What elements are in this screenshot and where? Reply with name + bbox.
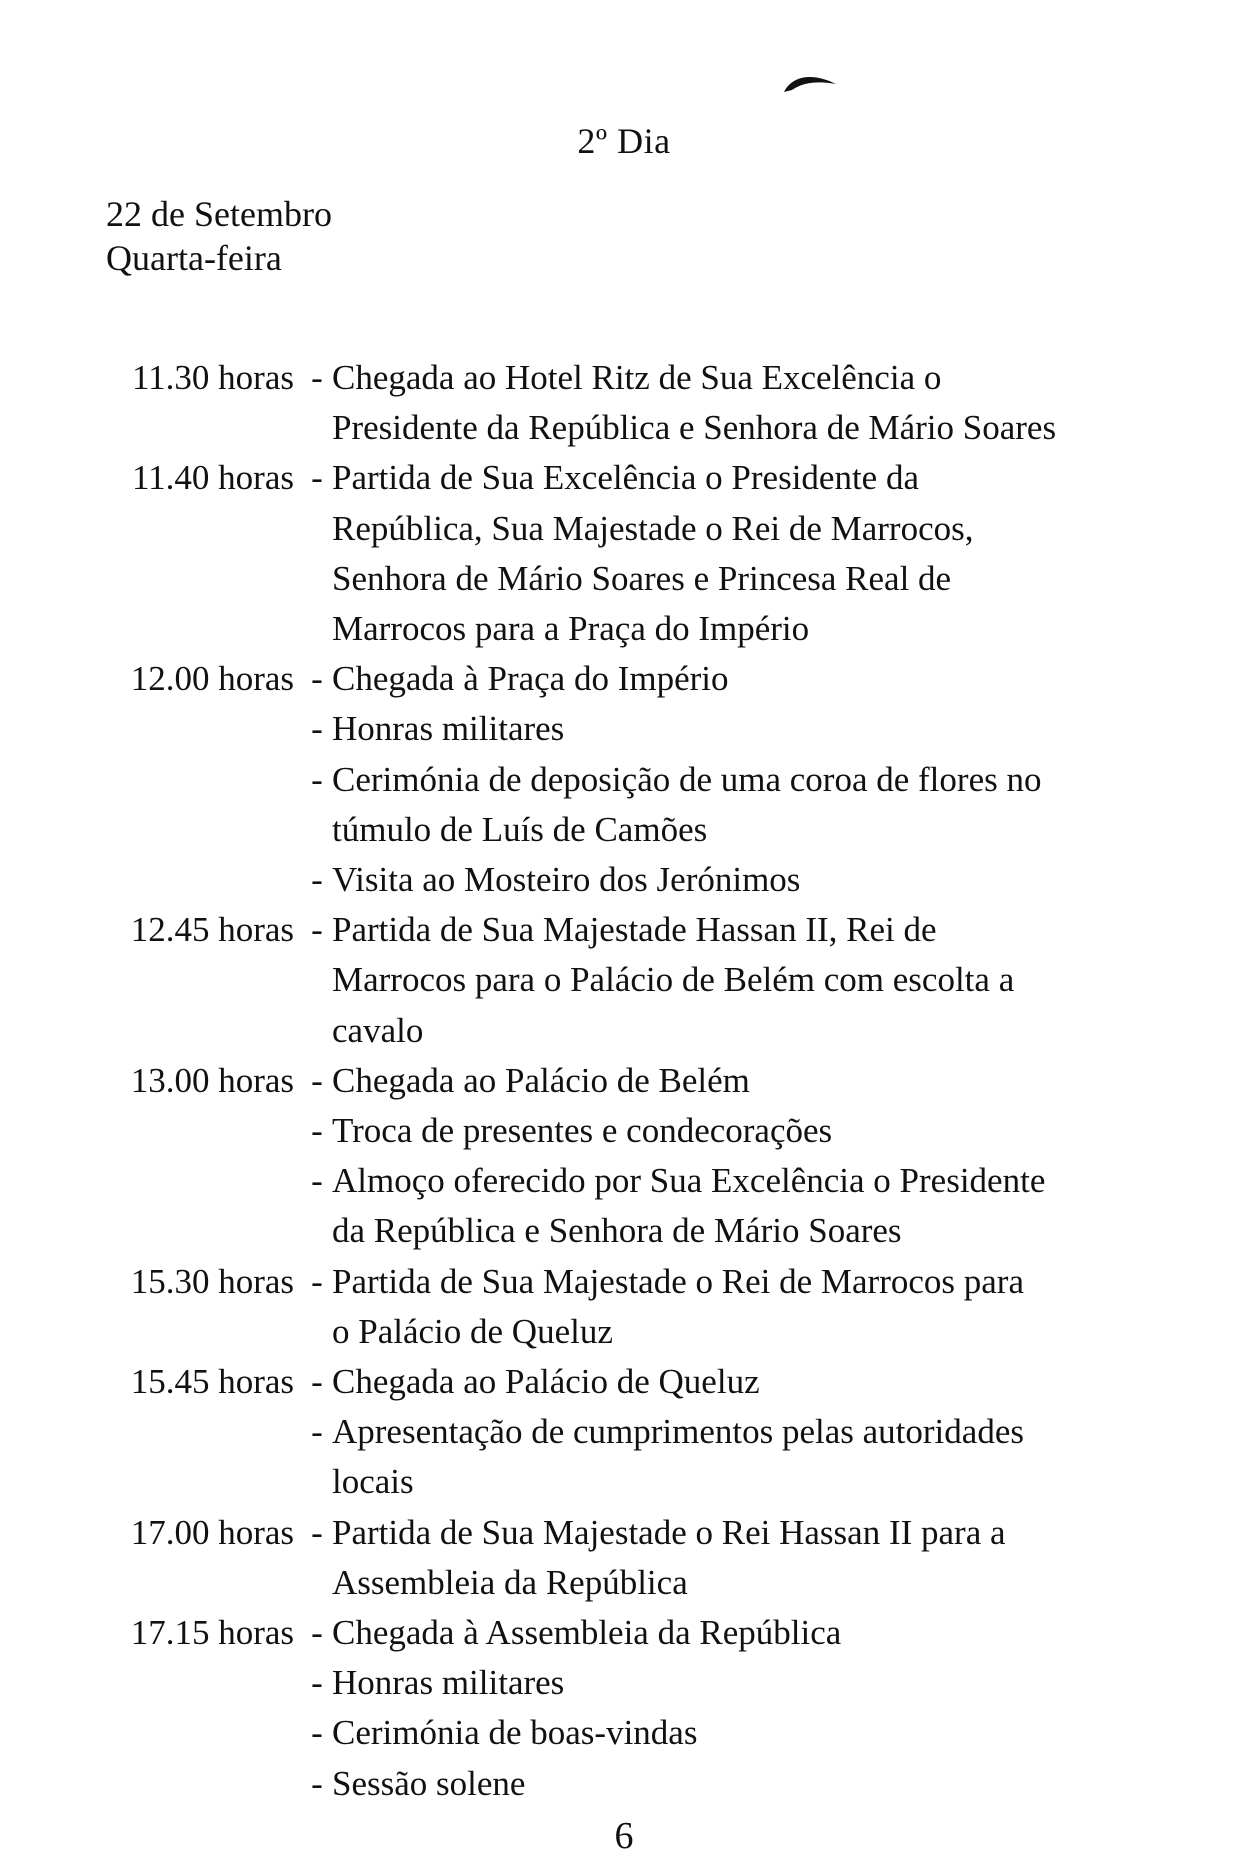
date: 22 de Setembro [106, 194, 332, 234]
schedule-line: Chegada ao Hotel Ritz de Sua Excelência o [332, 358, 942, 397]
schedule-dash: - [311, 1512, 323, 1552]
schedule-row [106, 855, 1206, 905]
schedule-line: Cerimónia de deposição de uma coroa de flores no [332, 759, 1042, 799]
schedule-dash: - [311, 1763, 323, 1803]
schedule-list [106, 353, 1206, 1809]
schedule-dash: - [311, 910, 323, 950]
schedule-line: Sessão solene [332, 1763, 526, 1803]
schedule-text [332, 755, 1248, 855]
schedule-text [332, 1056, 1248, 1106]
schedule-dash: - [311, 1111, 323, 1151]
schedule-text [332, 1156, 1248, 1256]
schedule-time: 15.45 horas [130, 1362, 294, 1402]
schedule-time: 12.00 horas [130, 659, 294, 699]
schedule-text [332, 654, 1248, 704]
schedule-row [106, 1056, 1206, 1106]
schedule-row [106, 453, 1206, 654]
schedule-row [106, 1608, 1206, 1658]
schedule-line: República, Sua Majestade o Rei de Marrocos, [332, 508, 974, 548]
schedule-row [106, 1156, 1206, 1256]
schedule-row [106, 1407, 1206, 1507]
schedule-line: Marrocos para o Palácio de Belém com escolta a [332, 960, 1015, 1000]
schedule-text [332, 1106, 1248, 1156]
schedule-dash: - [311, 1412, 323, 1452]
schedule-dash: - [311, 1663, 323, 1703]
schedule-line: Apresentação de cumprimentos pelas autoridades [332, 1412, 1024, 1452]
schedule-time: 12.45 horas [130, 910, 294, 950]
schedule-dash: - [311, 709, 323, 749]
schedule-line: Honras militares [332, 709, 565, 749]
schedule-row [106, 1508, 1206, 1608]
schedule-text [332, 704, 1248, 754]
schedule-line: Chegada à Praça do Império [332, 659, 729, 699]
schedule-line: túmulo de Luís de Camões [332, 809, 708, 849]
schedule-line: Visita ao Mosteiro dos Jerónimos [332, 860, 801, 900]
schedule-dash: - [311, 1362, 323, 1402]
schedule-line: Partida de Sua Majestade o Rei de Marrocos para [332, 1261, 1024, 1301]
weekday: Quarta-feira [106, 238, 282, 278]
schedule-time: 11.40 horas [131, 458, 294, 498]
schedule-line: Partida de Sua Majestade o Rei Hassan II para a [332, 1512, 1006, 1552]
schedule-line: Almoço oferecido por Sua Excelência o Presidente [332, 1161, 1046, 1201]
schedule-line: da República e Senhora de Mário Soares [332, 1211, 902, 1251]
schedule-line: Senhora de Mário Soares e Princesa Real de [332, 558, 952, 598]
date-block [106, 192, 332, 280]
day-title: 2º Dia [577, 121, 671, 161]
schedule-time: 17.15 horas [130, 1613, 294, 1653]
schedule-line: Chegada à Assembleia da República [332, 1613, 842, 1653]
schedule-row [106, 755, 1206, 855]
schedule-text [332, 453, 1248, 654]
schedule-line: Troca de presentes e condecorações [332, 1111, 833, 1151]
schedule-row [106, 1759, 1206, 1809]
schedule-text [332, 1357, 1248, 1407]
schedule-text [332, 905, 1248, 1056]
schedule-dash: - [311, 860, 323, 900]
schedule-row [106, 654, 1206, 704]
schedule-line: Assembleia da República [332, 1562, 688, 1602]
schedule-row [106, 1708, 1206, 1758]
schedule-text [332, 1257, 1248, 1357]
schedule-row [106, 905, 1206, 1056]
schedule-dash: - [311, 358, 323, 397]
schedule-text [332, 1759, 1248, 1809]
schedule-text [332, 1407, 1248, 1507]
ink-mark [782, 72, 838, 96]
schedule-time: 15.30 horas [130, 1261, 294, 1301]
page-number: 6 [614, 1815, 634, 1857]
schedule-line: locais [332, 1462, 414, 1502]
schedule-row [106, 1106, 1206, 1156]
schedule-dash: - [311, 1060, 323, 1100]
schedule-line: Chegada ao Palácio de Queluz [332, 1362, 760, 1402]
schedule-line: cavalo [332, 1010, 424, 1050]
schedule-row [106, 1257, 1206, 1357]
schedule-text [332, 1708, 1248, 1758]
schedule-line: o Palácio de Queluz [332, 1311, 613, 1351]
schedule-text [332, 1658, 1248, 1708]
schedule-row [106, 1357, 1206, 1407]
schedule-dash: - [311, 1161, 323, 1201]
schedule-row [106, 353, 1206, 453]
schedule-text [332, 1608, 1248, 1658]
schedule-text [332, 855, 1248, 905]
schedule-line: Partida de Sua Majestade Hassan II, Rei de [332, 910, 937, 950]
schedule-row [106, 1658, 1206, 1708]
schedule-time: 17.00 horas [130, 1512, 294, 1552]
schedule-line: Cerimónia de boas-vindas [332, 1713, 698, 1753]
schedule-line: Marrocos para a Praça do Império [332, 609, 810, 649]
schedule-time: 11.30 horas [131, 358, 294, 397]
schedule-line: Chegada ao Palácio de Belém [332, 1060, 750, 1100]
schedule-dash: - [311, 759, 323, 799]
schedule-dash: - [311, 1613, 323, 1653]
schedule-line: Presidente da República e Senhora de Mário Soares [332, 408, 1057, 448]
schedule-text [332, 353, 1248, 453]
schedule-dash: - [311, 1713, 323, 1753]
schedule-dash: - [311, 659, 323, 699]
schedule-text [332, 1508, 1248, 1608]
schedule-line: Honras militares [332, 1663, 565, 1703]
schedule-line: Partida de Sua Excelência o Presidente da [332, 458, 920, 498]
schedule-dash: - [311, 458, 323, 498]
schedule-row [106, 704, 1206, 754]
schedule-dash: - [311, 1261, 323, 1301]
schedule-time: 13.00 horas [130, 1060, 294, 1100]
